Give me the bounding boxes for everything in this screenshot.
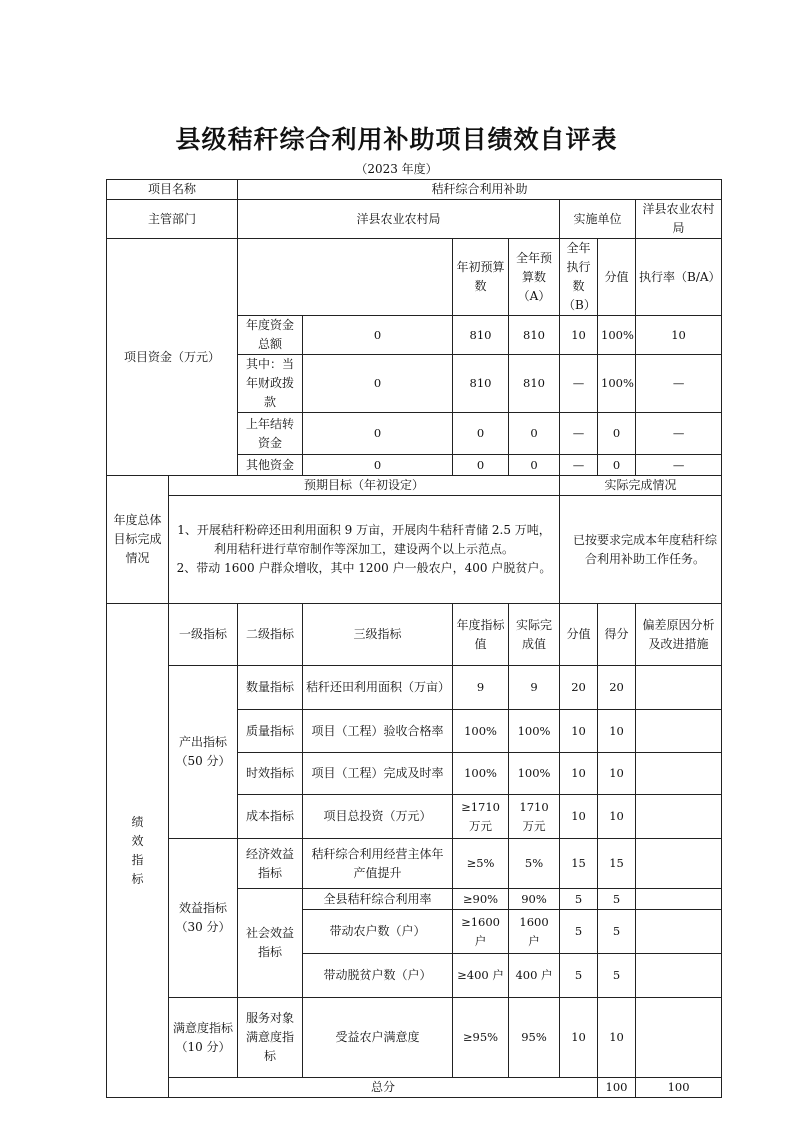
level3-cell: 带动脱贫户数（户） [303, 954, 453, 998]
score-cell: 10 [598, 710, 636, 753]
actual-cell: 1600 户 [509, 910, 560, 954]
score-value-cell: 5 [560, 889, 598, 910]
funds-initial: 0 [303, 355, 453, 413]
score-value-cell: 15 [560, 839, 598, 889]
impl-label: 实施单位 [560, 200, 636, 239]
score-value-cell: 10 [560, 710, 598, 753]
total-score-value: 100 [598, 1078, 636, 1098]
funds-score: — [636, 355, 722, 413]
target-cell: 9 [453, 666, 509, 710]
output-indicator-label: 产出指标（50 分） [169, 666, 238, 839]
goal-item-1: 1、开展秸秆粉碎还田利用面积 9 万亩，开展肉牛秸秆青储 2.5 万吨，利用秸秆进行草帘制作等深加工，建设两个以上示范点。 [177, 523, 551, 556]
total-label: 总分 [169, 1078, 598, 1098]
funds-row-label: 上年结转资金 [238, 413, 303, 455]
actual-cell: 9 [509, 666, 560, 710]
perf-header-score: 得分 [598, 604, 636, 666]
deviation-cell [636, 998, 722, 1078]
funds-initial: 0 [303, 455, 453, 476]
funds-exec: 0 [509, 455, 560, 476]
funds-score: — [636, 413, 722, 455]
actual-cell: 95% [509, 998, 560, 1078]
target-cell: ≥5% [453, 839, 509, 889]
perf-header-target: 年度指标值 [453, 604, 509, 666]
level3-cell: 秸秆还田利用面积（万亩） [303, 666, 453, 710]
score-value-cell: 10 [560, 795, 598, 839]
level2-cell: 成本指标 [238, 795, 303, 839]
perf-header-deviation: 偏差原因分析及改进措施 [636, 604, 722, 666]
target-cell: ≥90% [453, 889, 509, 910]
perf-header-actual: 实际完成值 [509, 604, 560, 666]
social-indicator-label: 社会效益指标 [238, 889, 303, 998]
project-name-value: 秸秆综合利用补助 [238, 180, 722, 200]
deviation-cell [636, 666, 722, 710]
actual-cell: 5% [509, 839, 560, 889]
score-cell: 20 [598, 666, 636, 710]
goal-item-2: 2、带动 1600 户群众增收，其中 1200 户一般农户，400 户脱贫户。 [176, 561, 552, 575]
dept-row [107, 200, 722, 239]
funds-header-blank [238, 239, 453, 316]
perf-header-row [107, 604, 722, 666]
funds-header-exec: 全年执行数（B） [560, 239, 598, 316]
actual-cell: 90% [509, 889, 560, 910]
deviation-cell [636, 839, 722, 889]
level3-cell: 全县秸秆综合利用率 [303, 889, 453, 910]
level3-cell: 带动农户数（户） [303, 910, 453, 954]
funds-header-budget: 全年预算数（A） [509, 239, 560, 316]
perf-header-level2: 二级指标 [238, 604, 303, 666]
perf-header-score-value: 分值 [560, 604, 598, 666]
funds-score-value: — [560, 455, 598, 476]
level3-cell: 秸秆综合利用经营主体年产值提升 [303, 839, 453, 889]
satisfaction-indicator-label: 满意度指标（10 分） [169, 998, 238, 1078]
deviation-cell [636, 910, 722, 954]
funds-header-rate: 执行率（B/A） [636, 239, 722, 316]
indicator-row [107, 998, 722, 1078]
funds-rate: 100% [598, 316, 636, 355]
deviation-cell [636, 710, 722, 753]
funds-rate: 0 [598, 455, 636, 476]
level2-cell: 时效指标 [238, 753, 303, 795]
actual-cell: 100% [509, 753, 560, 795]
actual-cell: 400 户 [509, 954, 560, 998]
funds-header-initial: 年初预算数 [453, 239, 509, 316]
score-cell: 10 [598, 998, 636, 1078]
funds-header-row [107, 239, 722, 316]
total-score: 100 [636, 1078, 722, 1098]
funds-budget: 810 [453, 316, 509, 355]
perf-label: 绩效指标 [107, 604, 169, 1098]
goals-header-row [107, 476, 722, 496]
level3-cell: 项目（工程）验收合格率 [303, 710, 453, 753]
indicator-row [107, 839, 722, 889]
score-cell: 5 [598, 910, 636, 954]
funds-score: — [636, 455, 722, 476]
actual-cell: 1710 万元 [509, 795, 560, 839]
funds-initial: 0 [303, 316, 453, 355]
level3-cell: 项目（工程）完成及时率 [303, 753, 453, 795]
funds-row-label: 年度资金总额 [238, 316, 303, 355]
dept-value: 洋县农业农村局 [238, 200, 560, 239]
score-cell: 15 [598, 839, 636, 889]
funds-rate: 100% [598, 355, 636, 413]
funds-exec: 0 [509, 413, 560, 455]
level2-cell: 经济效益指标 [238, 839, 303, 889]
actual-cell: 100% [509, 710, 560, 753]
dept-label: 主管部门 [107, 200, 238, 239]
funds-exec: 810 [509, 355, 560, 413]
goals-expected-text [169, 496, 560, 604]
funds-budget: 0 [453, 455, 509, 476]
indicator-row [107, 666, 722, 710]
target-cell: ≥1710 万元 [453, 795, 509, 839]
goals-label: 年度总体目标完成情况 [107, 476, 169, 604]
score-value-cell: 10 [560, 998, 598, 1078]
goals-actual-header: 实际完成情况 [560, 476, 722, 496]
score-cell: 5 [598, 889, 636, 910]
funds-rate: 0 [598, 413, 636, 455]
target-cell: ≥1600 户 [453, 910, 509, 954]
level2-cell: 数量指标 [238, 666, 303, 710]
report-year: （2023 年度） [355, 162, 438, 176]
score-cell: 10 [598, 795, 636, 839]
perf-header-level1: 一级指标 [169, 604, 238, 666]
project-name-label: 项目名称 [107, 180, 238, 200]
level2-cell: 质量指标 [238, 710, 303, 753]
deviation-cell [636, 795, 722, 839]
evaluation-table [106, 179, 722, 1098]
score-value-cell: 20 [560, 666, 598, 710]
perf-header-level3: 三级指标 [303, 604, 453, 666]
funds-row-label: 其中：当年财政拨款 [238, 355, 303, 413]
score-value-cell: 5 [560, 954, 598, 998]
goals-content-row [107, 496, 722, 604]
level3-cell: 项目总投资（万元） [303, 795, 453, 839]
funds-exec: 810 [509, 316, 560, 355]
funds-budget: 0 [453, 413, 509, 455]
level2-cell: 服务对象满意度指标 [238, 998, 303, 1078]
level3-cell: 受益农户满意度 [303, 998, 453, 1078]
goals-actual-text: 已按要求完成本年度秸秆综合利用补助工作任务。 [560, 496, 722, 604]
target-cell: ≥400 户 [453, 954, 509, 998]
funds-score-value: — [560, 355, 598, 413]
total-row [107, 1078, 722, 1098]
funds-label: 项目资金（万元） [107, 239, 238, 476]
score-value-cell: 10 [560, 753, 598, 795]
deviation-cell [636, 889, 722, 910]
goals-expected-header: 预期目标（年初设定） [169, 476, 560, 496]
score-cell: 5 [598, 954, 636, 998]
funds-score-value: 10 [560, 316, 598, 355]
page-title: 县级秸秆综合利用补助项目绩效自评表 [175, 125, 618, 154]
deviation-cell [636, 753, 722, 795]
impl-value: 洋县农业农村局 [636, 200, 722, 239]
benefit-indicator-label: 效益指标（30 分） [169, 839, 238, 998]
deviation-cell [636, 954, 722, 998]
score-value-cell: 5 [560, 910, 598, 954]
project-name-row [107, 180, 722, 200]
target-cell: 100% [453, 710, 509, 753]
funds-budget: 810 [453, 355, 509, 413]
funds-score: 10 [636, 316, 722, 355]
target-cell: 100% [453, 753, 509, 795]
score-cell: 10 [598, 753, 636, 795]
target-cell: ≥95% [453, 998, 509, 1078]
funds-row-label: 其他资金 [238, 455, 303, 476]
funds-score-value: — [560, 413, 598, 455]
funds-initial: 0 [303, 413, 453, 455]
funds-header-score-value: 分值 [598, 239, 636, 316]
